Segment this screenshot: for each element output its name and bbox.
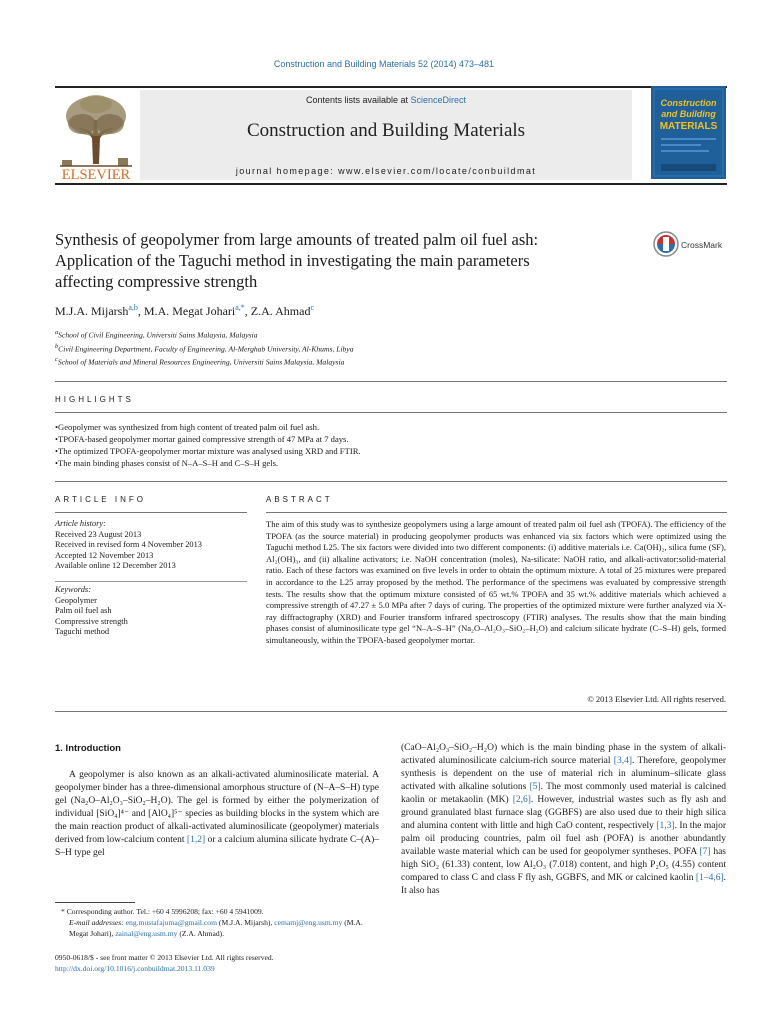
journal-reference[interactable]: Construction and Building Materials 52 (2014) 473–481 bbox=[273, 59, 495, 69]
article-info-block bbox=[55, 519, 247, 638]
email-link[interactable]: cemamj@eng.usm.my bbox=[274, 918, 343, 927]
email-link[interactable]: zainal@eng.usm.my bbox=[115, 929, 178, 938]
intro-text: has high SiO₂ (61.33) content, low Al₂O₃ (7.018) content, and high P₂O₅ (4.55) content compared to class C and class F fly ash, GGBFS, and MK or calcined kaolin bbox=[401, 847, 726, 883]
journal-homepage[interactable]: journal homepage: www.elsevier.com/locate/conbuildmat bbox=[235, 166, 537, 176]
highlight-item: • The main binding phases consist of N–A–S–H and C–S–H gels. bbox=[55, 457, 727, 469]
issn-line: 0950-0618/$ - see front matter © 2013 Elsevier Ltd. All rights reserved. bbox=[55, 953, 274, 962]
elsevier-tree-icon bbox=[56, 90, 136, 182]
article-title bbox=[55, 229, 645, 292]
cover-title-line-2: and Building bbox=[661, 109, 716, 119]
keywords-rule bbox=[55, 581, 247, 582]
email-owner: (M.A. Megat Johari), bbox=[69, 918, 363, 938]
citation-link[interactable]: [1–4,6] bbox=[695, 873, 724, 883]
email-owner: (M.J.A. Mijarsh), bbox=[217, 918, 275, 927]
history-item: Received in revised form 4 November 2013 bbox=[55, 540, 202, 550]
citation-link[interactable]: [1,2] bbox=[186, 835, 206, 845]
affiliation-item bbox=[55, 327, 354, 341]
issn-block bbox=[55, 952, 274, 974]
highlights-inner-rule bbox=[55, 412, 727, 413]
sciencedirect-link[interactable]: ScienceDirect bbox=[410, 95, 467, 105]
header-rule-bottom bbox=[55, 183, 727, 185]
article-title-line-3: affecting compressive strength bbox=[55, 272, 258, 291]
copyright-notice: © 2013 Elsevier Ltd. All rights reserved. bbox=[587, 694, 726, 704]
journal-cover-thumbnail[interactable] bbox=[651, 86, 726, 179]
author-affiliation-marker[interactable]: a,b bbox=[128, 303, 138, 312]
author-name[interactable]: Z.A. Ahmad bbox=[250, 304, 311, 318]
cover-title-line-3: MATERIALS bbox=[659, 121, 718, 132]
article-title-line-1: Synthesis of geopolymer from large amounts of treated palm oil fuel ash: bbox=[55, 230, 539, 249]
contents-available-line bbox=[140, 95, 632, 105]
author-name[interactable]: M.A. Megat Johari bbox=[143, 304, 236, 318]
crossmark-icon bbox=[652, 229, 732, 259]
footnotes bbox=[55, 906, 379, 939]
affiliation-text: School of Materials and Mineral Resources Engineering, Universiti Sains Malaysia, Malaysia bbox=[57, 357, 345, 367]
history-item: Accepted 12 November 2013 bbox=[55, 550, 154, 560]
author-list bbox=[55, 303, 314, 319]
highlights-list bbox=[55, 421, 727, 469]
highlight-item: • Geopolymer was synthesized from high content of treated palm oil fuel ash. bbox=[55, 421, 727, 433]
author-affiliation-marker[interactable]: c bbox=[310, 303, 315, 312]
affiliation-list bbox=[55, 327, 354, 368]
keyword-item: Compressive strength bbox=[55, 616, 128, 626]
highlight-item: • TPOFA-based geopolymer mortar gained compressive strength of 47 MPa at 7 days. bbox=[55, 433, 727, 445]
abstract-rule bbox=[266, 512, 727, 513]
email-owner: (Z.A. Ahmad). bbox=[177, 929, 225, 938]
author-affiliation-marker[interactable]: a,* bbox=[235, 303, 245, 312]
intro-text: . Therefore, geopolymer synthesis is dependent on the use of material rich in aluminum–silicate glass activated with alkaline solutions bbox=[401, 756, 726, 792]
history-item: Available online 12 December 2013 bbox=[55, 561, 176, 571]
affiliation-marker: c bbox=[55, 356, 58, 364]
article-history-label: Article history: bbox=[55, 519, 106, 528]
article-info-heading: ARTICLE INFO bbox=[55, 495, 146, 504]
intro-text: A geopolymer is also known as an alkali-activated aluminosilicate material. A geopolymer binder has a three-dimensional amorphous structure of (N–A–S–H) type gel (Na₂O–Al₂O₃–SiO₂–H₂O). The gel is formed by either the polymerization of individual [SiO₄]⁴⁻ and [AlO₄]⁵⁻ species as building blocks in the system which are the main reaction product of alkali-activated aluminosilicate (geopolymer) materials derived from low-calcium content bbox=[55, 770, 379, 845]
journal-cover-image bbox=[651, 86, 726, 179]
introduction-heading: 1. Introduction bbox=[55, 743, 121, 754]
highlights-heading: HIGHLIGHTS bbox=[55, 395, 134, 404]
keywords-label: Keywords: bbox=[55, 584, 91, 594]
citation-link[interactable]: [1,3] bbox=[656, 821, 675, 831]
cover-title-line-1: Construction bbox=[660, 98, 717, 108]
doi-link[interactable]: http://dx.doi.org/10.1016/j.conbuildmat.2013.11.039 bbox=[55, 964, 215, 973]
corresponding-author-note: * Corresponding author. Tel.: +60 4 5996208; fax: +60 4 5941009. bbox=[61, 907, 264, 916]
affiliation-marker: b bbox=[55, 342, 59, 350]
abstract-heading: ABSTRACT bbox=[266, 495, 333, 504]
contents-prefix: Contents lists available at bbox=[305, 95, 411, 105]
crossmark-badge[interactable] bbox=[652, 229, 732, 259]
affiliation-item bbox=[55, 341, 354, 355]
intro-text: . The most commonly used material is calcined kaolin or metakaolin (MK) bbox=[401, 782, 726, 805]
article-info-rule bbox=[55, 512, 247, 513]
keyword-item: Taguchi method bbox=[55, 627, 110, 637]
abstract-text: The aim of this study was to synthesize geopolymers using a large amount of treated palm oil fuel ash (TPOFA). The efficiency of the TPOFA (as the source material) in producing geopolymer products was enhanced via six factors which were optimized using the Taguchi method L25. The six factors were divided into two different components: (i) additive materials i.e. Ca(OH)₂, silica fume (SF), Al₂(OH)₃, and (ii) alkaline activators; i.e. NaOH concentration (moles), Na-silicate: NaOH ratio, and alkali-activator:solid-material ratio. Each of these factors was examined on five levels in order to obtain the optimum mixture. A total of 25 mixtures were prepared in accordance to the L25 array proposed by the method. The performance of the specimens was evaluated by compressive strength tests. The results show that the optimum mixture consisted of 65 wt.% TPOFA and 35 wt.% additive materials which achieved a compressive strength of 47.27 ± 5.0 MPa after 7 days of curing. The properties of the optimized mixture were further analyzed via X-ray diffractography (XRD) and Fourier transform infrared spectroscopy (FTIR) analyses. The results show that the main binding phases consist of aluminosilicate type gel “N–A–S–H” (Na₂O–Al₂O₃–SiO₂–H₂O) and calcium silicate hydrate (C–S–H) gels, formed simultaneously, within the TPOFA-based geopolymer mortar. bbox=[266, 519, 726, 645]
email-addresses bbox=[55, 917, 379, 939]
highlights-top-rule bbox=[55, 381, 727, 382]
keyword-item: Palm oil fuel ash bbox=[55, 606, 112, 616]
elsevier-logo[interactable] bbox=[56, 90, 136, 182]
abstract-bottom-rule bbox=[55, 711, 727, 712]
affiliation-marker: a bbox=[55, 329, 59, 336]
introduction-left-column bbox=[55, 769, 379, 860]
citation-link[interactable]: [7] bbox=[699, 847, 711, 857]
crossmark-label: CrossMark bbox=[681, 240, 723, 250]
author-name[interactable]: M.J.A. Mijarsh bbox=[55, 304, 129, 318]
author-separator: , bbox=[137, 304, 144, 318]
affiliation-item bbox=[55, 354, 354, 368]
intro-text: or a calcium alumina silicate hydrate C–(A)–S–H type gel bbox=[55, 835, 379, 858]
email-label: E-mail addresses: bbox=[69, 918, 126, 927]
author-separator: , bbox=[244, 304, 251, 318]
keyword-item: Geopolymer bbox=[55, 595, 97, 605]
journal-title: Construction and Building Materials bbox=[246, 120, 526, 141]
intro-text: . In the major palm oil producing countries, palm oil fuel ash (POFA) is another abundantly available waste material which can be used for geopolymer syntheses. POFA bbox=[401, 821, 726, 857]
highlight-item: • The optimized TPOFA-geopolymer mortar mixture was analysed using XRD and FTIR. bbox=[55, 445, 727, 457]
footnote-rule bbox=[55, 902, 135, 903]
intro-text: (CaO–Al₂O₃–SiO₂–H₂O) which is the main binding phase in the system of alkali-activated aluminosilicate calcium-rich source material bbox=[401, 743, 726, 766]
citation-link[interactable]: [5] bbox=[529, 782, 541, 792]
intro-text: . However, industrial wastes such as fly ash and ground granulated blast furnace slag (GGBFS) are also used due to their high silica and alumina content with little and high CaO content, respectively bbox=[401, 795, 726, 831]
introduction-right-column bbox=[401, 742, 726, 898]
email-link[interactable]: eng.mustafajuma@gmail.com bbox=[125, 918, 218, 927]
history-item: Received 23 August 2013 bbox=[55, 529, 142, 539]
highlights-bottom-rule bbox=[55, 481, 727, 482]
affiliation-text: Civil Engineering Department, Faculty of Engineering, Al-Merghab University, Al-Khums, Libya bbox=[58, 344, 354, 354]
elsevier-wordmark: ELSEVIER bbox=[61, 167, 131, 182]
intro-text: . It also has bbox=[401, 873, 726, 896]
citation-link[interactable]: [3,4] bbox=[613, 756, 632, 766]
article-title-line-2: Application of the Taguchi method in investigating the main parameters bbox=[55, 251, 530, 270]
header-rule-top bbox=[55, 86, 727, 88]
citation-link[interactable]: [2,6] bbox=[512, 795, 531, 805]
affiliation-text: School of Civil Engineering, Universiti Sains Malaysia, Malaysia bbox=[58, 330, 258, 340]
